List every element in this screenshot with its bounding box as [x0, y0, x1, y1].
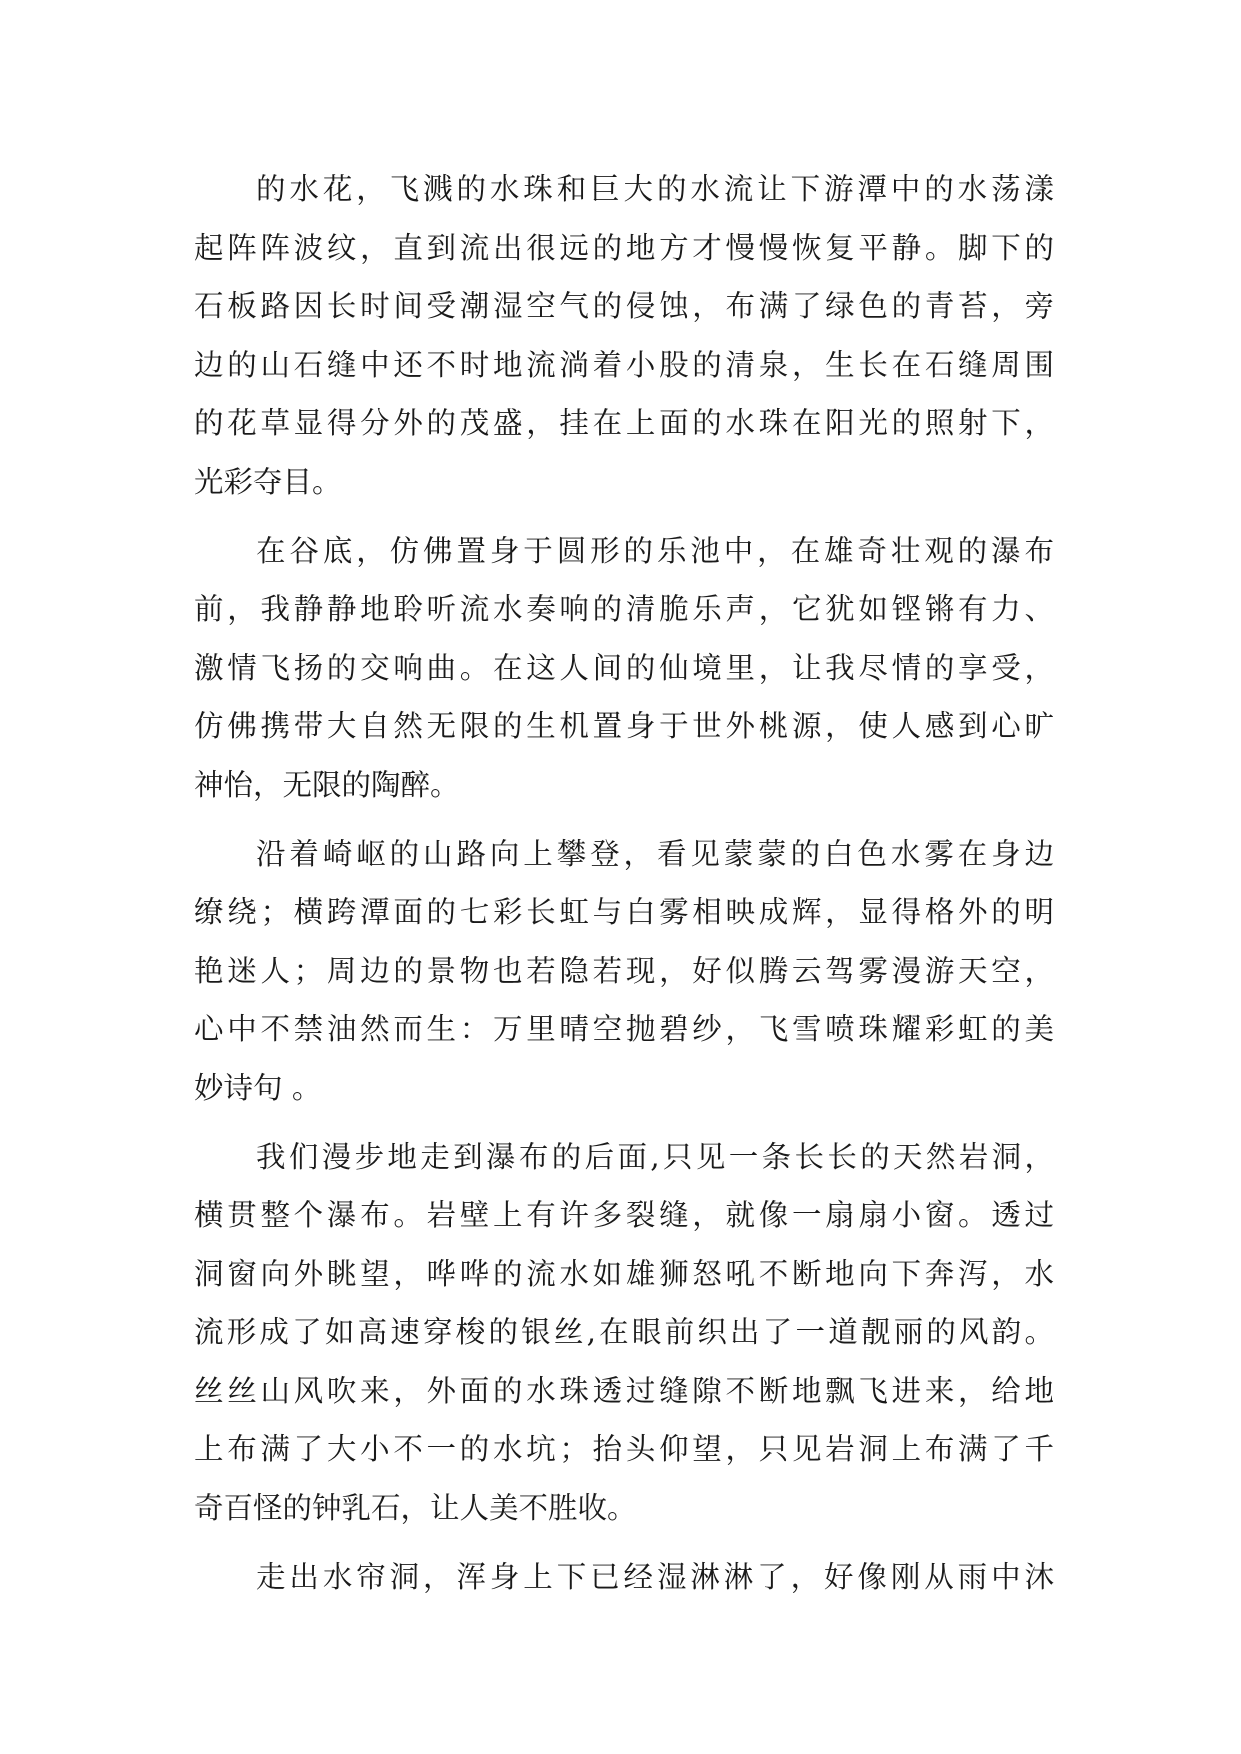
text-line: 横贯整个瀑布。岩壁上有许多裂缝，就像一扇扇小窗。透过 — [194, 1198, 1054, 1233]
text-line: 前，我静静地聆听流水奏响的清脆乐声，它犹如铿锵有力、 — [194, 592, 1054, 627]
paragraph-4 — [194, 1128, 1054, 1538]
text-line: 边的山石缝中还不时地流淌着小股的清泉，生长在石缝周围 — [194, 347, 1054, 382]
paragraph-2 — [194, 522, 1054, 815]
text-line: 的花草显得分外的茂盛，挂在上面的水珠在阳光的照射下， — [194, 406, 1054, 441]
text-line: 奇百怪的钟乳石，让人美不胜收。 — [194, 1491, 637, 1526]
body-text — [194, 160, 1054, 1606]
text-line: 走出水帘洞，浑身上下已经湿淋淋了，好像刚从雨中沐 — [256, 1559, 1054, 1594]
text-line: 洞窗向外眺望，哗哗的流水如雄狮怒吼不断地向下奔泻，水 — [194, 1256, 1054, 1291]
text-line: 仿佛携带大自然无限的生机置身于世外桃源，使人感到心旷 — [194, 709, 1054, 744]
paragraph-1 — [194, 160, 1054, 512]
text-line: 流形成了如高速穿梭的银丝,在眼前织出了一道靓丽的风韵。 — [194, 1315, 1054, 1350]
paragraph-3 — [194, 825, 1054, 1118]
text-line: 艳迷人；周边的景物也若隐若现，好似腾云驾雾漫游天空， — [194, 953, 1054, 988]
text-line: 我们漫步地走到瀑布的后面,只见一条长长的天然岩洞， — [256, 1139, 1054, 1174]
text-line: 沿着崎岖的山路向上攀登，看见蒙蒙的白色水雾在身边 — [256, 836, 1054, 871]
text-line: 激情飞扬的交响曲。在这人间的仙境里，让我尽情的享受， — [194, 650, 1054, 685]
text-line: 缭绕；横跨潭面的七彩长虹与白雾相映成辉，显得格外的明 — [194, 895, 1054, 930]
text-line: 妙诗句 。 — [194, 1070, 322, 1105]
text-line: 丝丝山风吹来，外面的水珠透过缝隙不断地飘飞进来，给地 — [194, 1373, 1054, 1408]
paragraph-5 — [194, 1548, 1054, 1607]
text-line: 的水花，飞溅的水珠和巨大的水流让下游潭中的水荡漾 — [256, 172, 1054, 206]
text-line: 在谷底，仿佛置身于圆形的乐池中，在雄奇壮观的瀑布 — [256, 533, 1054, 568]
text-line: 心中不禁油然而生：万里晴空抛碧纱，飞雪喷珠耀彩虹的美 — [194, 1012, 1054, 1047]
text-line: 光彩夺目。 — [194, 464, 342, 499]
text-line: 上布满了大小不一的水坑；抬头仰望，只见岩洞上布满了千 — [194, 1432, 1054, 1467]
text-line: 神怡，无限的陶醉。 — [194, 767, 460, 802]
text-line: 起阵阵波纹，直到流出很远的地方才慢慢恢复平静。脚下的 — [194, 230, 1054, 265]
text-line: 石板路因长时间受潮湿空气的侵蚀，布满了绿色的青苔，旁 — [194, 289, 1054, 324]
